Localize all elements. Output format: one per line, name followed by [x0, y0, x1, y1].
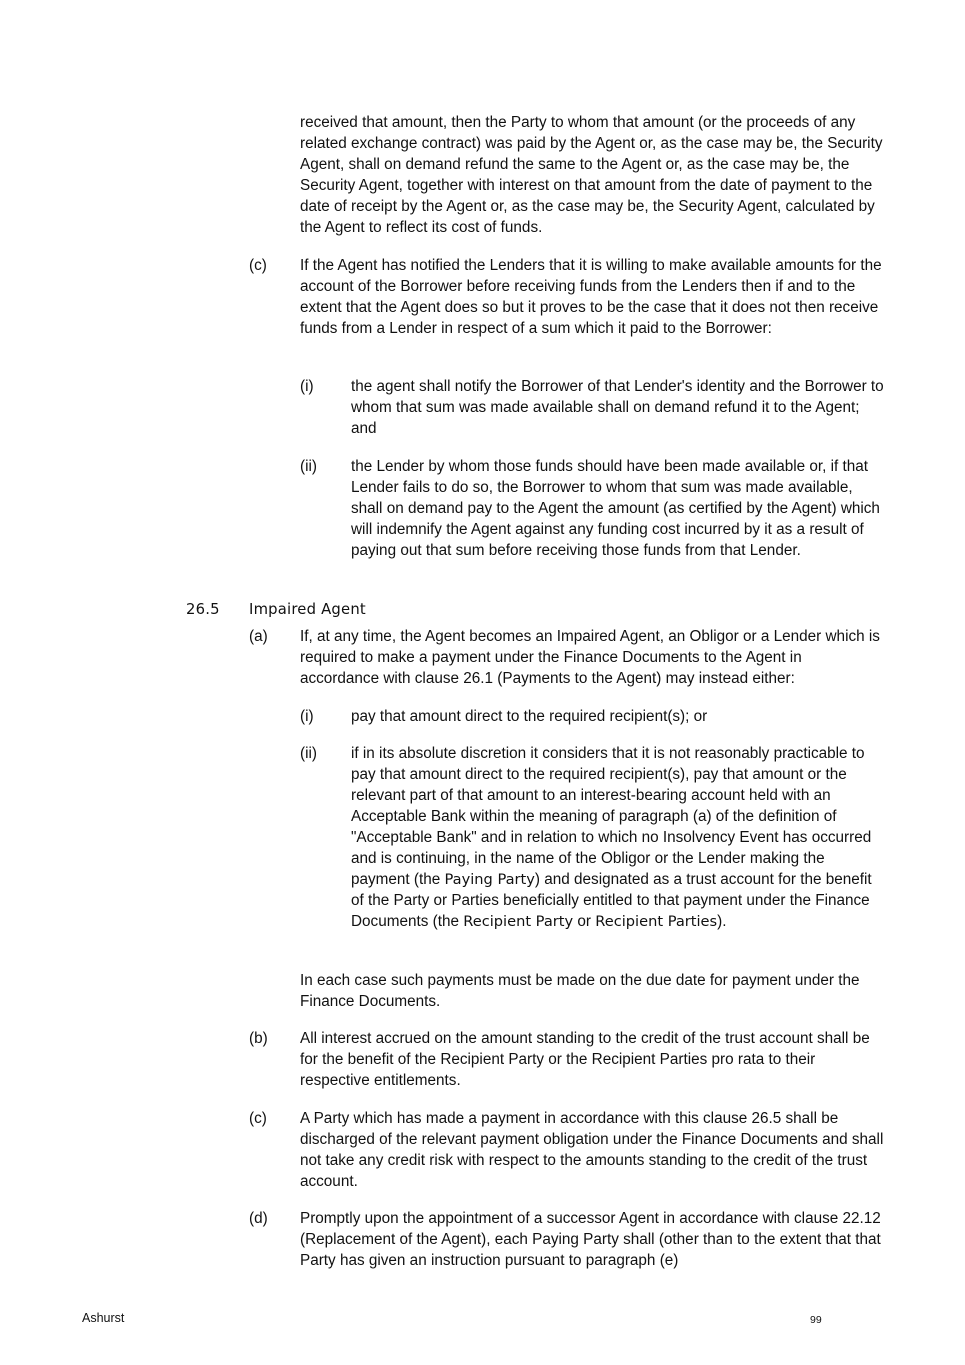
section-paragraph-c-label: (c): [249, 1110, 267, 1127]
paragraph-b-label: (b): [249, 1030, 268, 1047]
paragraph-a-item-ii-label: (ii): [300, 745, 317, 762]
item-ii-text-4: ).: [717, 913, 727, 930]
section-paragraph-c-text: A Party which has made a payment in accordance with this clause 26.5 shall be discharged of the relevant payment obligation under the Finance Documents and shall not take any credit risk with respect to the amounts standing to the credit of the trust account.: [300, 1110, 884, 1190]
paragraph-c-item-ii-text: the Lender by whom those funds should have been made available or, if that Lender fails to do so, the Borrower to whom that sum was made available, shall on demand pay to the Agent the amount (as certified by the Agent) which will indemnify the Agent against any funding cost incurred by it as a result of paying out that sum before receiving those funds from that Lender.: [351, 458, 880, 559]
item-ii-text-1: if in its absolute discretion it considers that it is not reasonably practicable to pay that amount direct to the required recipient(s), pay that amount or the relevant part of that amount to an interest-bearing account held with an Acceptable Bank within the meaning of paragraph (a) of the definition of "Acceptable Bank" and in relation to which no Insolvency Event has occurred and is continuing, in the name of the Obligor or the Lender making the payment (the: [351, 745, 872, 888]
item-ii-text-3: or: [573, 913, 596, 930]
continuation-paragraph: received that amount, then the Party to whom that amount (or the proceeds of any related exchange contract) was paid by the Agent or, as the case may be, the Security Agent, shall on demand refund the same to the Agent or, as the case may be, the Security Agent, together with interest on that amount from the date of payment to the date of receipt by the Agent or, as the case may be, the Security Agent, calculated by the Agent to reflect its cost of funds.: [300, 114, 883, 236]
paragraph-d-text: Promptly upon the appointment of a successor Agent in accordance with clause 22.12 (Replacement of the Agent), each Paying Party shall (other than to the extent that that Party has given an instruction pursuant to paragraph (e): [300, 1210, 881, 1269]
paragraph-c-item-ii-label: (ii): [300, 458, 317, 475]
paragraph-c-item-i-label: (i): [300, 378, 314, 395]
paragraph-a-item-i-text: pay that amount direct to the required recipient(s); or: [351, 708, 708, 725]
paragraph-b-text: All interest accrued on the amount standing to the credit of the trust account shall be for the benefit of the Recipient Party or the Recipient Parties pro rata to their respective entitlements.: [300, 1030, 870, 1089]
section-number: 26.5: [186, 601, 220, 618]
paragraph-c-text: If the Agent has notified the Lenders that it is willing to make available amounts for the account of the Borrower before receiving funds from the Lenders then if and to the extent that the Agent does so but it proves to be the case that it does not then receive funds from a Lender in respect of a sum which it paid to the Borrower:: [300, 257, 882, 337]
footer-page-number: 99: [810, 1314, 822, 1326]
defined-term-paying-party: Paying Party: [444, 871, 535, 888]
paragraph-a-item-i-label: (i): [300, 708, 314, 725]
paragraph-c-item-i-text: the agent shall notify the Borrower of that Lender's identity and the Borrower to whom that sum was made available shall on demand refund it to the Agent; and: [351, 378, 884, 437]
footer-firm-name: Ashurst: [82, 1311, 125, 1325]
paragraph-a-label: (a): [249, 628, 268, 645]
section-title: Impaired Agent: [249, 601, 366, 618]
paragraph-d-label: (d): [249, 1210, 268, 1227]
defined-term-recipient-parties: Recipient Parties: [595, 913, 718, 930]
paragraph-a-item-ii-text: [351, 743, 883, 932]
paragraph-a-closing: In each case such payments must be made on the due date for payment under the Finance Documents.: [300, 972, 860, 1010]
paragraph-a-text: If, at any time, the Agent becomes an Impaired Agent, an Obligor or a Lender which is required to make a payment under the Finance Documents to the Agent in accordance with clause 26.1 (Payments to the Agent) may instead either:: [300, 628, 880, 687]
item-ii-text-2: ) and designated as a trust account for the benefit of the Party or Parties beneficially entitled to that payment under the Finance Documents (the: [351, 871, 872, 930]
paragraph-c-label: (c): [249, 257, 267, 274]
defined-term-recipient-party: Recipient Party: [463, 913, 574, 930]
